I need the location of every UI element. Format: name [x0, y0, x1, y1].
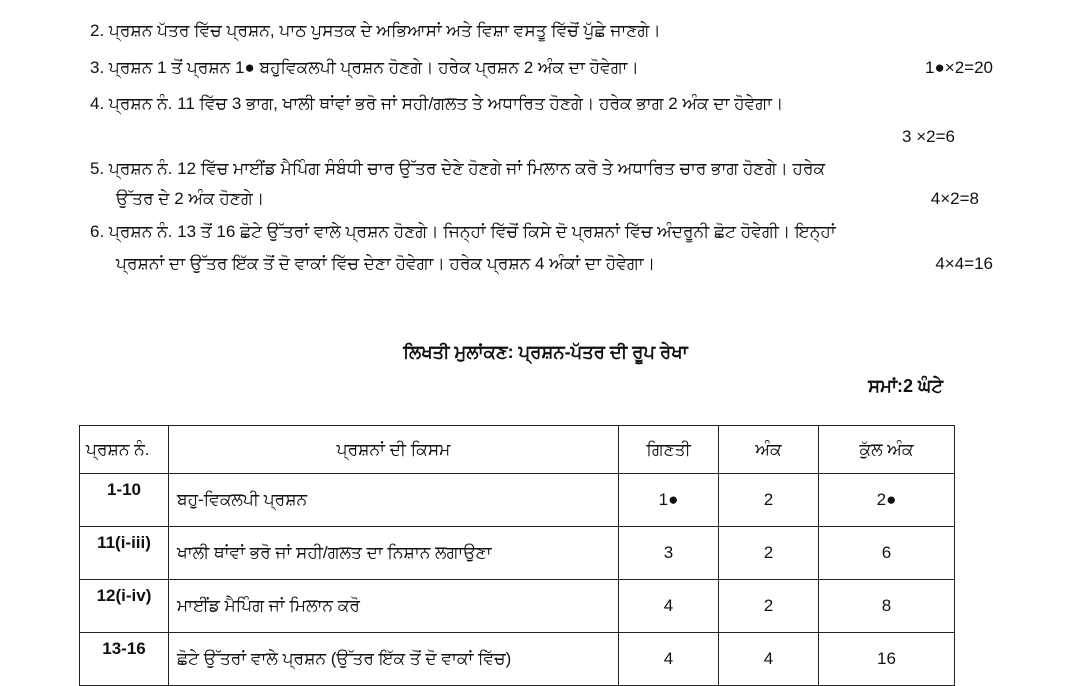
instruction-5-marks: 4×2=8 — [930, 189, 979, 208]
marks: 2 — [719, 474, 819, 527]
header-marks: ਅੰਕ — [719, 426, 819, 474]
instruction-6-marks: 4×4=16 — [935, 254, 993, 273]
table-row — [80, 633, 955, 686]
marks: 2 — [719, 580, 819, 633]
total-marks: 6 — [819, 527, 955, 580]
header-question-no: ਪ੍ਰਸ਼ਨ ਨੰ. — [80, 426, 169, 474]
count: 1● — [619, 474, 719, 527]
instruction-4-marks: 3 ×2=6 — [902, 127, 955, 146]
instruction-5-continuation: ਉੱਤਰ ਦੇ 2 ਅੰਕ ਹੋਣਗੇ। — [116, 189, 265, 208]
instruction-6: 6. ਪ੍ਰਸ਼ਨ ਨੰ. 13 ਤੋਂ 16 ਛੋਟੇ ਉੱਤਰਾਂ ਵਾਲੇ ਪ੍ਰਸ਼ਨ ਹੋਣਗੇ। ਜਿਨ੍ਹਾਂ ਵਿੱਚੋਂ ਕਿਸੇ ਦੋ ਪ੍ਰਸ਼ਨਾਂ ਵਿੱਚ ਅੰਦਰੂਨੀ ਛੋਟ ਹੋਵੇਗੀ। ਇਨ੍ਹਾਂ — [90, 222, 836, 241]
marks: 4 — [719, 633, 819, 686]
table-row — [80, 474, 955, 527]
count: 4 — [619, 580, 719, 633]
table-row — [80, 527, 955, 580]
instruction-6-continuation: ਪ੍ਰਸ਼ਨਾਂ ਦਾ ਉੱਤਰ ਇੱਕ ਤੋਂ ਦੋ ਵਾਕਾਂ ਵਿੱਚ ਦੇਣਾ ਹੋਵੇਗਾ। ਹਰੇਕ ਪ੍ਰਸ਼ਨ 4 ਅੰਕਾਂ ਦਾ ਹੋਵੇਗਾ। — [116, 254, 656, 273]
time-allowed: ਸਮਾਂ:2 ਘੰਟੇ — [868, 376, 943, 396]
question-type: ਬਹੁ-ਵਿਕਲਪੀ ਪ੍ਰਸ਼ਨ — [169, 474, 619, 527]
marks: 2 — [719, 527, 819, 580]
table-header-row — [80, 426, 955, 474]
count: 3 — [619, 527, 719, 580]
instruction-4: 4. ਪ੍ਰਸ਼ਨ ਨੰ. 11 ਵਿੱਚ 3 ਭਾਗ, ਖਾਲੀ ਥਾਂਵਾਂ ਭਰੋ ਜਾਂ ਸਹੀ/ਗਲਤ ਤੇ ਅਧਾਰਿਤ ਹੋਣਗੇ। ਹਰੇਕ ਭਾਗ 2 ਅੰਕ ਦਾ ਹੋਵੇਗਾ। — [90, 94, 784, 113]
total-marks: 8 — [819, 580, 955, 633]
total-marks: 16 — [819, 633, 955, 686]
instruction-3-marks: 1●×2=20 — [925, 58, 993, 77]
instruction-2: 2. ਪ੍ਰਸ਼ਨ ਪੱਤਰ ਵਿੱਚ ਪ੍ਰਸ਼ਨ, ਪਾਠ ਪੁਸਤਕ ਦੇ ਅਭਿਆਸਾਂ ਅਤੇ ਵਿਸ਼ਾ ਵਸਤੂ ਵਿੱਚੋਂ ਪੁੱਛੇ ਜਾਣਗੇ। — [90, 21, 661, 40]
question-type: ਛੋਟੇ ਉੱਤਰਾਂ ਵਾਲੇ ਪ੍ਰਸ਼ਨ (ਉੱਤਰ ਇੱਕ ਤੋਂ ਦੋ ਵਾਕਾਂ ਵਿੱਚ) — [169, 633, 619, 686]
question-type: ਮਾਈਂਡ ਮੈਪਿੰਗ ਜਾਂ ਮਿਲਾਨ ਕਰੋ — [169, 580, 619, 633]
total-marks: 2● — [819, 474, 955, 527]
instruction-3: 3. ਪ੍ਰਸ਼ਨ 1 ਤੋਂ ਪ੍ਰਸ਼ਨ 1● ਬਹੁਵਿਕਲਪੀ ਪ੍ਰਸ਼ਨ ਹੋਣਗੇ। ਹਰੇਕ ਪ੍ਰਸ਼ਨ 2 ਅੰਕ ਦਾ ਹੋਵੇਗਾ। — [90, 58, 639, 77]
question-paper-table — [79, 425, 955, 686]
section-title: ਲਿਖਤੀ ਮੁਲਾਂਕਣ: ਪ੍ਰਸ਼ਨ-ਪੱਤਰ ਦੀ ਰੂਪ ਰੇਖਾ — [403, 342, 688, 362]
header-count: ਗਿਣਤੀ — [619, 426, 719, 474]
header-question-type: ਪ੍ਰਸ਼ਨਾਂ ਦੀ ਕਿਸਮ — [169, 426, 619, 474]
instruction-5: 5. ਪ੍ਰਸ਼ਨ ਨੰ. 12 ਵਿੱਚ ਮਾਈਂਡ ਮੈਪਿੰਗ ਸੰਬੰਧੀ ਚਾਰ ਉੱਤਰ ਦੇਣੇ ਹੋਣਗੇ ਜਾਂ ਮਿਲਾਨ ਕਰੋ ਤੇ ਅਧਾਰਿਤ ਚਾਰ ਭਾਗ ਹੋਣਗੇ। ਹਰੇਕ — [90, 159, 826, 178]
table-row — [80, 580, 955, 633]
count: 4 — [619, 633, 719, 686]
question-no: 1-10 — [80, 474, 169, 527]
header-total-marks: ਕੁੱਲ ਅੰਕ — [819, 426, 955, 474]
question-no: 13-16 — [80, 633, 169, 686]
question-type: ਖਾਲੀ ਥਾਂਵਾਂ ਭਰੋ ਜਾਂ ਸਹੀ/ਗਲਤ ਦਾ ਨਿਸ਼ਾਨ ਲਗਾਉਣਾ — [169, 527, 619, 580]
question-no: 12(i-iv) — [80, 580, 169, 633]
question-no: 11(i-iii) — [80, 527, 169, 580]
